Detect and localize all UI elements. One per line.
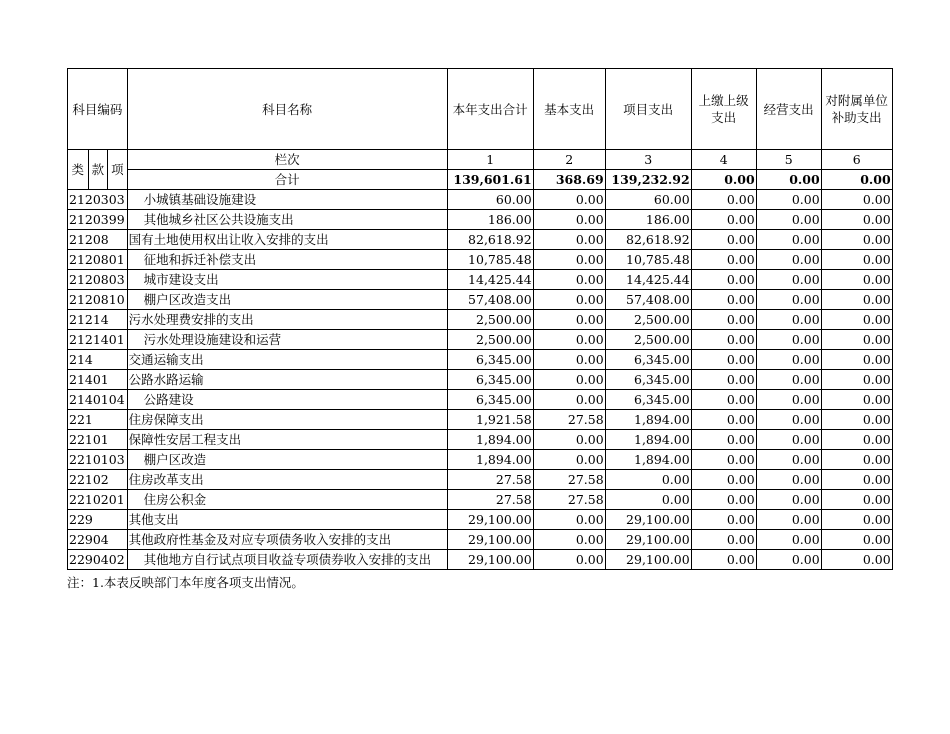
amount-cell: 1,894.00	[605, 450, 691, 470]
amount-cell: 0.00	[756, 510, 821, 530]
amount-cell: 1,894.00	[447, 430, 533, 450]
amount-cell: 29,100.00	[605, 510, 691, 530]
amount-cell: 0.00	[756, 330, 821, 350]
amount-cell: 82,618.92	[447, 230, 533, 250]
amount-cell: 0.00	[821, 470, 892, 490]
amount-cell: 2,500.00	[605, 310, 691, 330]
amount-cell: 0.00	[821, 490, 892, 510]
amount-cell: 0.00	[533, 230, 605, 250]
amount-cell: 0.00	[821, 190, 892, 210]
amount-cell: 0.00	[756, 190, 821, 210]
amount-cell: 0.00	[821, 450, 892, 470]
table-row	[68, 490, 893, 510]
amount-cell: 29,100.00	[605, 530, 691, 550]
amount-cell: 0.00	[605, 490, 691, 510]
subject-name: 其他政府性基金及对应专项债务收入安排的支出	[127, 530, 447, 550]
subject-code: 2290402	[68, 550, 128, 570]
amount-cell: 0.00	[533, 390, 605, 410]
amount-cell: 0.00	[691, 370, 756, 390]
amount-cell: 0.00	[821, 210, 892, 230]
amount-cell: 0.00	[756, 210, 821, 230]
col-number: 4	[691, 150, 756, 170]
amount-cell: 0.00	[691, 550, 756, 570]
subject-code: 21401	[68, 370, 128, 390]
amount-cell: 0.00	[821, 310, 892, 330]
subject-code: 214	[68, 350, 128, 370]
amount-cell: 14,425.44	[447, 270, 533, 290]
amount-cell: 0.00	[533, 550, 605, 570]
amount-cell: 0.00	[756, 350, 821, 370]
amount-cell: 29,100.00	[447, 510, 533, 530]
subject-code: 21214	[68, 310, 128, 330]
name-header: 科目名称	[127, 69, 447, 150]
subject-code: 21208	[68, 230, 128, 250]
amount-cell: 0.00	[756, 250, 821, 270]
amount-cell: 27.58	[447, 490, 533, 510]
amount-cell: 27.58	[533, 410, 605, 430]
amount-cell: 0.00	[533, 330, 605, 350]
amount-cell: 0.00	[691, 310, 756, 330]
col-header-total: 本年支出合计	[447, 69, 533, 150]
subject-code: 2120303	[68, 190, 128, 210]
amount-cell: 29,100.00	[447, 530, 533, 550]
col-header-operating: 经营支出	[756, 69, 821, 150]
subject-code: 2120810	[68, 290, 128, 310]
amount-cell: 0.00	[756, 370, 821, 390]
amount-cell: 29,100.00	[605, 550, 691, 570]
col-number: 6	[821, 150, 892, 170]
amount-cell: 0.00	[756, 290, 821, 310]
amount-cell: 82,618.92	[605, 230, 691, 250]
subject-name: 污水处理设施建设和运营	[127, 330, 447, 350]
total-value: 368.69	[533, 170, 605, 190]
table-row	[68, 370, 893, 390]
amount-cell: 57,408.00	[605, 290, 691, 310]
amount-cell: 0.00	[533, 310, 605, 330]
subject-code: 229	[68, 510, 128, 530]
table-row	[68, 210, 893, 230]
amount-cell: 0.00	[821, 370, 892, 390]
subject-name: 住房公积金	[127, 490, 447, 510]
table-row	[68, 390, 893, 410]
amount-cell: 0.00	[756, 450, 821, 470]
amount-cell: 2,500.00	[605, 330, 691, 350]
amount-cell: 0.00	[691, 270, 756, 290]
amount-cell: 186.00	[447, 210, 533, 230]
total-value: 139,232.92	[605, 170, 691, 190]
amount-cell: 0.00	[756, 470, 821, 490]
sub-code-xiang: 项	[108, 150, 128, 190]
amount-cell: 0.00	[821, 510, 892, 530]
amount-cell: 0.00	[756, 390, 821, 410]
total-value: 139,601.61	[447, 170, 533, 190]
amount-cell: 0.00	[533, 290, 605, 310]
amount-cell: 2,500.00	[447, 310, 533, 330]
amount-cell: 10,785.48	[447, 250, 533, 270]
amount-cell: 0.00	[691, 390, 756, 410]
subject-name: 棚户区改造支出	[127, 290, 447, 310]
subject-name: 城市建设支出	[127, 270, 447, 290]
subject-name: 其他支出	[127, 510, 447, 530]
table-row	[68, 410, 893, 430]
table-row	[68, 250, 893, 270]
subject-code: 2120803	[68, 270, 128, 290]
amount-cell: 0.00	[756, 530, 821, 550]
table-row	[68, 550, 893, 570]
amount-cell: 0.00	[533, 270, 605, 290]
amount-cell: 0.00	[756, 410, 821, 430]
subject-name: 公路建设	[127, 390, 447, 410]
amount-cell: 60.00	[605, 190, 691, 210]
amount-cell: 0.00	[821, 330, 892, 350]
subject-code: 2210201	[68, 490, 128, 510]
amount-cell: 57,408.00	[447, 290, 533, 310]
footnote: 注：1.本表反映部门本年度各项支出情况。	[67, 575, 304, 590]
amount-cell: 0.00	[533, 210, 605, 230]
amount-cell: 0.00	[691, 250, 756, 270]
amount-cell: 0.00	[533, 430, 605, 450]
subject-code: 22102	[68, 470, 128, 490]
total-label: 合计	[127, 170, 447, 190]
subject-name: 其他城乡社区公共设施支出	[127, 210, 447, 230]
table-row	[68, 530, 893, 550]
amount-cell: 0.00	[821, 390, 892, 410]
amount-cell: 14,425.44	[605, 270, 691, 290]
table-row	[68, 350, 893, 370]
amount-cell: 0.00	[821, 250, 892, 270]
amount-cell: 6,345.00	[605, 390, 691, 410]
amount-cell: 0.00	[691, 450, 756, 470]
subject-code: 2140104	[68, 390, 128, 410]
amount-cell: 186.00	[605, 210, 691, 230]
amount-cell: 6,345.00	[605, 370, 691, 390]
table-row	[68, 230, 893, 250]
amount-cell: 0.00	[691, 210, 756, 230]
table-row	[68, 330, 893, 350]
subject-name: 保障性安居工程支出	[127, 430, 447, 450]
subject-name: 污水处理费安排的支出	[127, 310, 447, 330]
subject-name: 其他地方自行试点项目收益专项债券收入安排的支出	[127, 550, 447, 570]
subject-name: 小城镇基础设施建设	[127, 190, 447, 210]
total-value: 0.00	[691, 170, 756, 190]
column-number-row	[68, 150, 893, 170]
subject-name: 国有土地使用权出让收入安排的支出	[127, 230, 447, 250]
amount-cell: 0.00	[691, 190, 756, 210]
amount-cell: 0.00	[821, 350, 892, 370]
col-header-subsidy: 对附属单位补助支出	[821, 69, 892, 150]
subject-code: 22904	[68, 530, 128, 550]
amount-cell: 27.58	[533, 490, 605, 510]
total-row	[68, 170, 893, 190]
amount-cell: 60.00	[447, 190, 533, 210]
amount-cell: 0.00	[691, 470, 756, 490]
amount-cell: 0.00	[756, 550, 821, 570]
amount-cell: 0.00	[533, 190, 605, 210]
amount-cell: 0.00	[821, 290, 892, 310]
col-number: 2	[533, 150, 605, 170]
amount-cell: 0.00	[821, 430, 892, 450]
col-number: 1	[447, 150, 533, 170]
subject-name: 交通运输支出	[127, 350, 447, 370]
lanci-label: 栏次	[127, 150, 447, 170]
amount-cell: 0.00	[691, 490, 756, 510]
table-row	[68, 430, 893, 450]
amount-cell: 0.00	[691, 350, 756, 370]
amount-cell: 0.00	[605, 470, 691, 490]
col-header-remit: 上缴上级支出	[691, 69, 756, 150]
subject-code: 2120399	[68, 210, 128, 230]
amount-cell: 0.00	[691, 410, 756, 430]
table-row	[68, 510, 893, 530]
amount-cell: 0.00	[533, 250, 605, 270]
amount-cell: 0.00	[821, 270, 892, 290]
expenditure-table	[67, 68, 893, 570]
amount-cell: 0.00	[821, 530, 892, 550]
amount-cell: 6,345.00	[447, 390, 533, 410]
amount-cell: 27.58	[447, 470, 533, 490]
amount-cell: 27.58	[533, 470, 605, 490]
total-value: 0.00	[821, 170, 892, 190]
amount-cell: 0.00	[756, 230, 821, 250]
sub-code-kuan: 款	[88, 150, 108, 190]
amount-cell: 29,100.00	[447, 550, 533, 570]
code-header: 科目编码	[68, 69, 128, 150]
amount-cell: 0.00	[756, 490, 821, 510]
total-value: 0.00	[756, 170, 821, 190]
table-row	[68, 310, 893, 330]
col-header-project: 项目支出	[605, 69, 691, 150]
subject-code: 221	[68, 410, 128, 430]
table-row	[68, 190, 893, 210]
col-number: 3	[605, 150, 691, 170]
amount-cell: 0.00	[756, 430, 821, 450]
amount-cell: 0.00	[821, 550, 892, 570]
amount-cell: 0.00	[533, 370, 605, 390]
amount-cell: 0.00	[756, 310, 821, 330]
subject-code: 2120801	[68, 250, 128, 270]
amount-cell: 0.00	[533, 510, 605, 530]
amount-cell: 1,894.00	[447, 450, 533, 470]
amount-cell: 0.00	[691, 530, 756, 550]
amount-cell: 0.00	[756, 270, 821, 290]
amount-cell: 0.00	[533, 530, 605, 550]
amount-cell: 2,500.00	[447, 330, 533, 350]
amount-cell: 0.00	[821, 230, 892, 250]
amount-cell: 0.00	[533, 450, 605, 470]
amount-cell: 0.00	[691, 230, 756, 250]
table-row	[68, 450, 893, 470]
amount-cell: 1,894.00	[605, 410, 691, 430]
amount-cell: 6,345.00	[447, 370, 533, 390]
amount-cell: 0.00	[533, 350, 605, 370]
amount-cell: 10,785.48	[605, 250, 691, 270]
col-number: 5	[756, 150, 821, 170]
subject-name: 征地和拆迁补偿支出	[127, 250, 447, 270]
subject-name: 住房保障支出	[127, 410, 447, 430]
amount-cell: 1,921.58	[447, 410, 533, 430]
amount-cell: 6,345.00	[605, 350, 691, 370]
subject-name: 住房改革支出	[127, 470, 447, 490]
subject-code: 2210103	[68, 450, 128, 470]
header-row	[68, 69, 893, 150]
amount-cell: 1,894.00	[605, 430, 691, 450]
amount-cell: 0.00	[691, 290, 756, 310]
amount-cell: 0.00	[691, 510, 756, 530]
col-header-basic: 基本支出	[533, 69, 605, 150]
subject-code: 22101	[68, 430, 128, 450]
amount-cell: 0.00	[821, 410, 892, 430]
amount-cell: 0.00	[691, 430, 756, 450]
table-row	[68, 270, 893, 290]
amount-cell: 0.00	[691, 330, 756, 350]
table-row	[68, 290, 893, 310]
table-row	[68, 470, 893, 490]
subject-name: 公路水路运输	[127, 370, 447, 390]
amount-cell: 6,345.00	[447, 350, 533, 370]
expenditure-table-container	[67, 68, 893, 570]
sub-code-lei: 类	[68, 150, 89, 190]
subject-name: 棚户区改造	[127, 450, 447, 470]
subject-code: 2121401	[68, 330, 128, 350]
